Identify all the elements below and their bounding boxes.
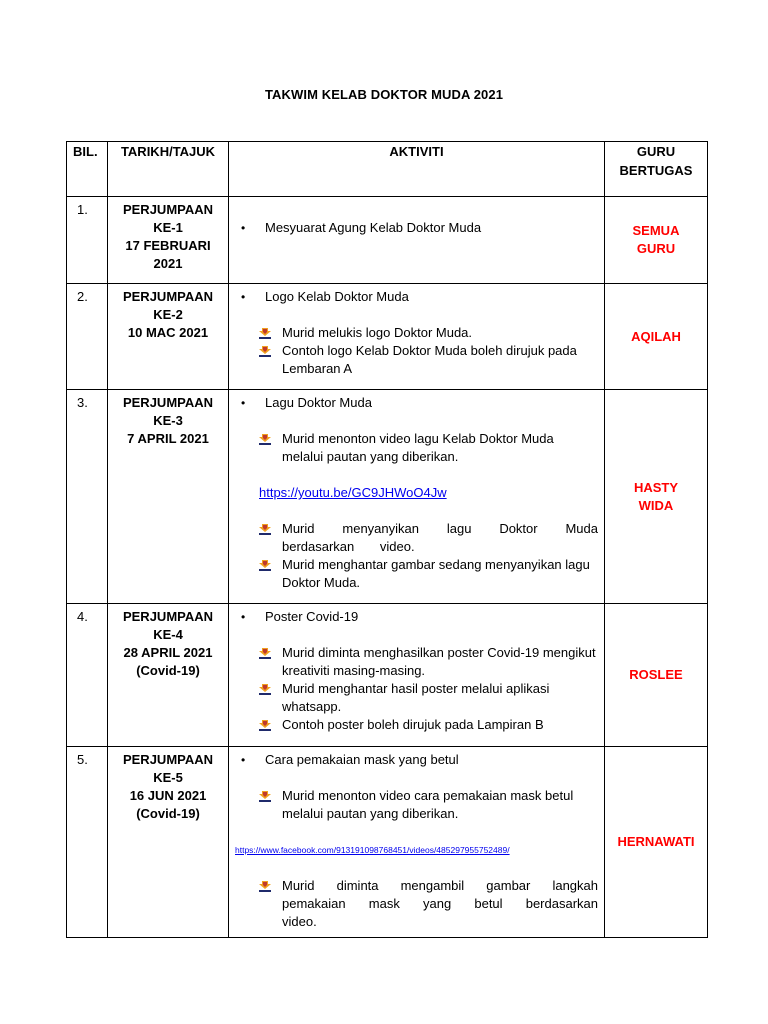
arrow-bullet-icon bbox=[259, 430, 282, 466]
row-date: PERJUMPAAN KE-2 10 MAC 2021 bbox=[108, 284, 229, 390]
activity-sub-item: Contoh logo Kelab Doktor Muda boleh dirujuk pada Lembaran A bbox=[259, 342, 598, 378]
bullet-icon: • bbox=[241, 753, 246, 767]
row-number: 5. bbox=[67, 747, 108, 938]
arrow-bullet-icon bbox=[259, 556, 282, 592]
activity-sub-item: Murid diminta menghasilkan poster Covid-19 mengikut kreativiti masing-masing. bbox=[259, 644, 598, 680]
table-row bbox=[67, 197, 708, 284]
activity-main-bullet: • Cara pemakaian mask yang betul bbox=[235, 751, 598, 769]
activity-main-bullet: • Lagu Doktor Muda bbox=[235, 394, 598, 412]
row-teacher: HASTY WIDA bbox=[605, 390, 708, 604]
facebook-link[interactable]: https://www.facebook.com/913191098768451/videos/485297955752489/ bbox=[235, 845, 510, 855]
bullet-icon: • bbox=[241, 610, 246, 624]
arrow-bullet-icon bbox=[259, 644, 282, 680]
schedule-table bbox=[66, 141, 708, 938]
youtube-link[interactable]: https://youtu.be/GC9JHWoO4Jw bbox=[259, 485, 447, 500]
activity-sub-item: Murid menghantar hasil poster melalui aplikasi whatsapp. bbox=[259, 680, 598, 716]
table-row bbox=[67, 390, 708, 604]
arrow-bullet-icon bbox=[259, 716, 282, 734]
activity-sub-item: Murid melukis logo Doktor Muda. bbox=[259, 324, 598, 342]
activity-sub-item: Murid menonton video cara pemakaian mask betul melalui pautan yang diberikan. bbox=[259, 787, 598, 823]
header-aktiviti: AKTIVITI bbox=[229, 142, 605, 197]
arrow-bullet-icon bbox=[259, 342, 282, 378]
activity-sub-item: Murid menghantar gambar sedang menyanyikan lagu Doktor Muda. bbox=[259, 556, 598, 592]
row-activity bbox=[229, 604, 605, 747]
document-title: TAKWIM KELAB DOKTOR MUDA 2021 bbox=[264, 87, 504, 102]
table-row bbox=[67, 747, 708, 938]
bullet-icon: • bbox=[241, 221, 246, 235]
activity-sub-item: Murid diminta mengambil gambar langkah pemakaian mask yang betul berdasarkan video. bbox=[259, 877, 598, 931]
arrow-bullet-icon bbox=[259, 324, 282, 342]
row-activity bbox=[229, 197, 605, 284]
activity-main-bullet: • Poster Covid-19 bbox=[235, 608, 598, 626]
row-activity bbox=[229, 747, 605, 938]
activity-sub-item: Contoh poster boleh dirujuk pada Lampiran B bbox=[259, 716, 598, 734]
row-teacher: AQILAH bbox=[605, 284, 708, 390]
bullet-icon: • bbox=[241, 396, 246, 410]
row-number: 1. bbox=[67, 197, 108, 284]
row-date: PERJUMPAAN KE-5 16 JUN 2021 (Covid-19) bbox=[108, 747, 229, 938]
header-bil: BIL. bbox=[67, 142, 108, 197]
arrow-bullet-icon bbox=[259, 520, 282, 556]
header-guru: GURU BERTUGAS bbox=[605, 142, 708, 197]
activity-main-bullet: • Logo Kelab Doktor Muda bbox=[235, 288, 598, 306]
arrow-bullet-icon bbox=[259, 787, 282, 823]
row-number: 4. bbox=[67, 604, 108, 747]
arrow-bullet-icon bbox=[259, 680, 282, 716]
bullet-icon: • bbox=[241, 290, 246, 304]
activity-sub-item: Murid menyanyikan lagu Doktor Muda berdasarkan video. bbox=[259, 520, 598, 556]
row-activity bbox=[229, 390, 605, 604]
activity-main-bullet: • Mesyuarat Agung Kelab Doktor Muda bbox=[235, 219, 598, 237]
table-row bbox=[67, 284, 708, 390]
table-header-row bbox=[67, 142, 708, 197]
header-tarikh: TARIKH/TAJUK bbox=[108, 142, 229, 197]
row-number: 2. bbox=[67, 284, 108, 390]
activity-sub-item: Murid menonton video lagu Kelab Doktor Muda melalui pautan yang diberikan. bbox=[259, 430, 598, 466]
row-date: PERJUMPAAN KE-4 28 APRIL 2021 (Covid-19) bbox=[108, 604, 229, 747]
row-teacher: ROSLEE bbox=[605, 604, 708, 747]
row-date: PERJUMPAAN KE-1 17 FEBRUARI 2021 bbox=[108, 197, 229, 284]
row-teacher: HERNAWATI bbox=[605, 747, 708, 938]
row-activity bbox=[229, 284, 605, 390]
arrow-bullet-icon bbox=[259, 877, 282, 931]
row-number: 3. bbox=[67, 390, 108, 604]
row-date: PERJUMPAAN KE-3 7 APRIL 2021 bbox=[108, 390, 229, 604]
row-teacher: SEMUA GURU bbox=[605, 197, 708, 284]
table-row bbox=[67, 604, 708, 747]
